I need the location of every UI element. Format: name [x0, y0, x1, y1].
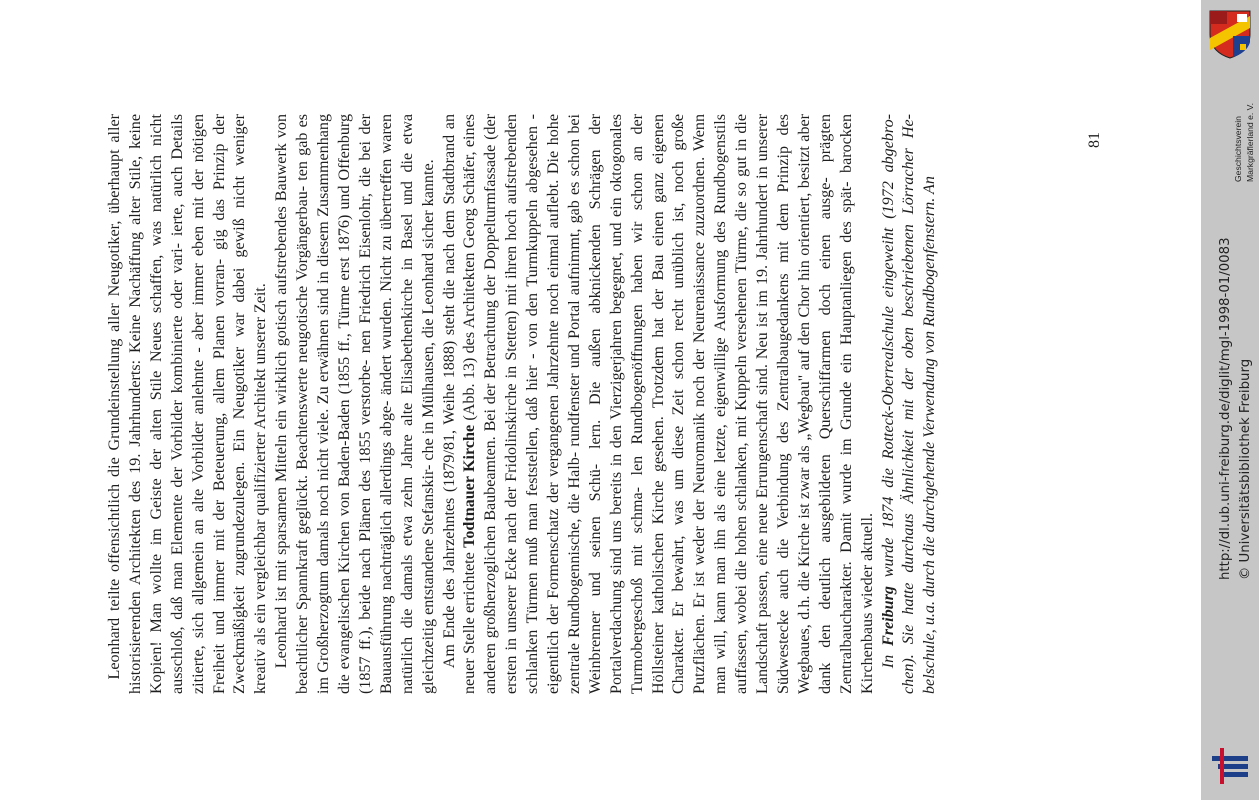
- paragraph-4: [879, 114, 942, 694]
- source-url-link[interactable]: http://dl.ub.uni-freiburg.de/diglit/mgl-1998-01/0083: [1218, 237, 1233, 580]
- copyright-notice: © Universitätsbibliothek Freiburg: [1238, 358, 1253, 580]
- paragraph-3-bold: Todtnauer Kirche: [461, 424, 479, 548]
- paragraph-4-text-a: In: [879, 646, 897, 669]
- paragraph-3: [440, 114, 879, 694]
- paragraph-4-bold: Freiburg: [879, 586, 897, 647]
- society-name-line2: Markgräflerland e. V.: [1245, 103, 1255, 182]
- library-logo-icon: [1210, 748, 1250, 784]
- paragraph-3-text-b: (Abb. 13) des Architekten Georg Schäfer, eines anderen großherzoglichen Baubeamten. Bei der Betrachtung der Doppelturmfassade (der ersten in unserer Ecke nach der Fridolinskirche in Stetten) mit ihren hoch aufstrebenden schlanken Türmen muß man feststellen, daß hier - von den Turmkuppeln abgesehen - eigentlich der Formenschatz der vergangenen Jahrzehnte noch einmal auflebt. Die hohe zentrale Rundbogennische, die Halb- rundfenster und Portal aufnimmt, gab es schon bei Weinbrenner und seinen Schü- lern. Die außen abknickenden Schrägen der Portalverdachung sind uns bereits in den Vierzigerjahren begegnet, und ein oktogonales Turmobergeschoß mit schma- len Rundbogenöffnungen haben wir schon an der Höllsteiner katholischen Kirche gesehen. Trotzdem hat der Bau einen ganz eigenen Charakter. Er bewahrt, was um diese Zeit schon recht unüblich ist, noch große Putzflächen. Er ist weder der Neuromanik noch der Neurenaissance zuzuordnen. Wenn man will, kann man ihn als eine letzte, eigenwillige Ausformung des Rundbogenstils auffassen, wobei die hohen schlanken, mit Kuppeln versehenen Türme, die so gut in die Landschaft passen, eine neue Errungenschaft sind. Neu ist im 19. Jahrhundert in unserer Südwestecke auch die Verbindung des Zentralbaugedankens mit dem Prinzip des Wegbaues, d.h. die Kirche ist zwar als „Wegbau" auf den Chor hin orientiert, besitzt aber dank den deutlich ausgebildeten Querschiffarmen doch einen ausge- prägten Zentralbaucharakter. Damit wurde im Grunde ein Hauptanliegen des spät- barocken Kirchenbaus wieder aktuell.: [461, 114, 876, 694]
- paragraph-4-text-b: wurde 1874 die Rotteck-Oberrealschule eingeweiht (1972 abgebro- chen). Sie hatte durchaus Ähnlichkeit mit der oben beschriebenen Lörracher He- belschule, u.a. durch die durchgehende Verwendung von Rundbogenfenstern. An: [879, 114, 939, 694]
- page-number: 81: [1086, 132, 1103, 148]
- paragraph-2: Leonhard ist mit sparsamen Mitteln ein wirklich gotisch aufstrebendes Bauwerk von beachtlicher Spannkraft geglückt. Beachtenswerte neugotische Vorgängerbau- ten gab es im Großherzogtum damals noch nicht viele. Zu erwähnen sind in diesem Zusammenhang die evangelischen Kirchen von Baden-Baden (1855 ff., Türme erst 1876) und Offenburg (1857 ff.), beide nach Plänen des 1855 verstorbe- nen Friedrich Eisenlohr, die bei der Bauausführung nachträglich allerdings abge- ändert wurden. Nicht zu übertreffen waren natürlich die damals etwa zehn Jahre alte Elisabethenkirche in Basel und die etwa gleichzeitig entstandene Stefanskir- che in Mülhausen, die Leonhard sicher kannte.: [273, 114, 437, 694]
- paragraph-3-text-a: Am Ende des Jahrzehntes (1879/81, Weihe 1888) steht die nach dem Stadtbrand an neuer Stelle errichtete: [440, 114, 479, 694]
- coat-of-arms-icon: [1207, 8, 1253, 60]
- body-text: [105, 114, 941, 694]
- society-name-line1: Geschichtsverein: [1233, 116, 1243, 182]
- paragraph-1: Leonhard teilte offensichtlich die Grundeinstellung aller Neugotiker, überhaupt aller historisierenden Architekten des 19. Jahrhunderts: Keine Nachäffung alter Stile, keine Kopien! Man wollte im Geiste der alten Stile Neues schaffen, was natürlich nicht ausschloß, daß man Elemente der Vorbilder kombinierte oder vari- ierte, auch Details zitierte, sich allgemein an alte Vorbilder anlehnte - aber immer eben mit der nötigen Freiheit und immer mit der Beteuerung, allem Planen vorran- gig das Prinzip der Zweckmäßigkeit zugrundezulegen. Ein Neugotiker war dabei gewiß nicht weniger kreativ als ein vergleichbar qualifizierter Architekt unserer Zeit.: [106, 114, 270, 694]
